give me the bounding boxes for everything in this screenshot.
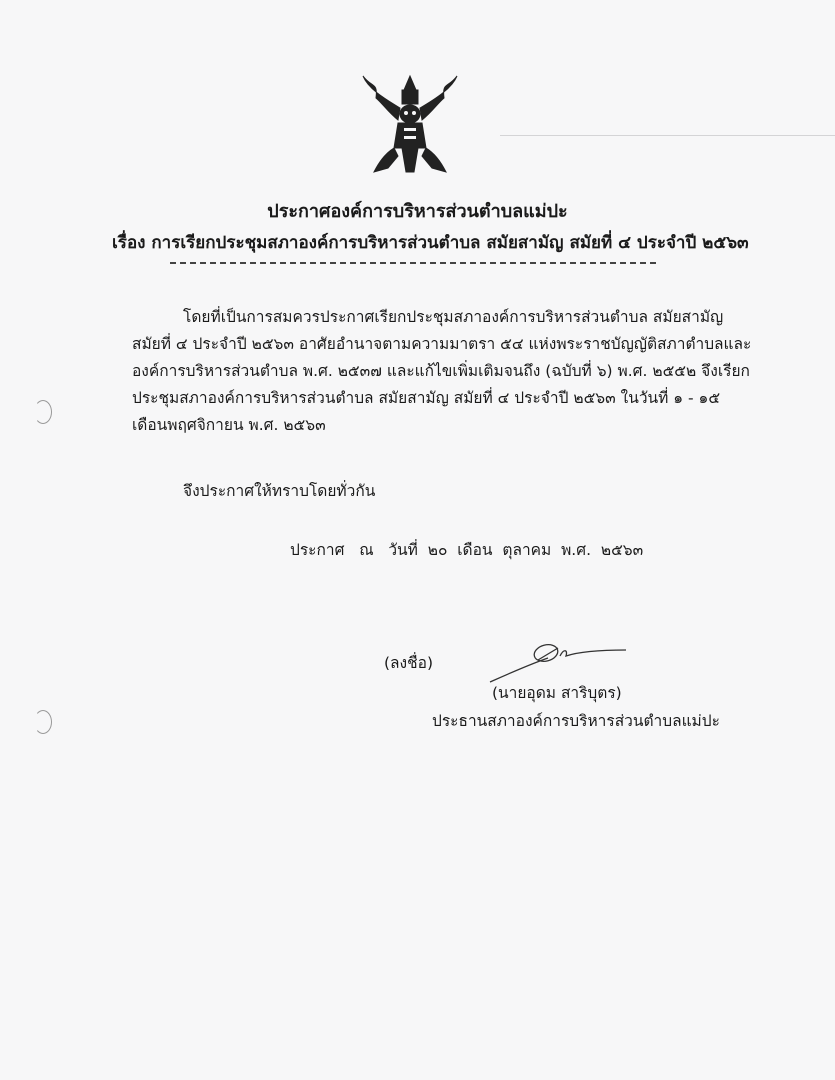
binder-hole — [34, 710, 52, 734]
document-subject: เรื่อง การเรียกประชุมสภาองค์การบริหารส่วนตำบล สมัยสามัญ สมัยที่ ๔ ประจำปี ๒๕๖๓ — [112, 233, 749, 253]
signer-position: ประธานสภาองค์การบริหารส่วนตำบลแม่ปะ — [432, 712, 720, 730]
announcement-date: ประกาศ ณ วันที่ ๒๐ เดือน ตุลาคม พ.ศ. ๒๕๖๓ — [290, 541, 644, 559]
sign-label: (ลงชื่อ) — [384, 654, 433, 672]
scan-artifact-line — [500, 135, 835, 136]
binder-hole — [34, 400, 52, 424]
divider-dashes — [170, 262, 656, 264]
garuda-emblem-icon — [358, 68, 462, 178]
signer-name: (นายอุดม สาริบุตร) — [492, 684, 622, 702]
document-title: ประกาศองค์การบริหารส่วนตำบลแม่ปะ — [267, 201, 568, 222]
body-line: เดือนพฤศจิกายน พ.ศ. ๒๕๖๓ — [132, 416, 326, 434]
body-line: โดยที่เป็นการสมควรประกาศเรียกประชุมสภาองค์การบริหารส่วนตำบล สมัยสามัญ — [183, 308, 724, 326]
body-line: องค์การบริหารส่วนตำบล พ.ศ. ๒๕๓๗ และแก้ไขเพิ่มเติมจนถึง (ฉบับที่ ๖) พ.ศ. ๒๕๕๒ จึงเรียก — [132, 362, 750, 380]
body-line: สมัยที่ ๔ ประจำปี ๒๕๖๓ อาศัยอำนาจตามความมาตรา ๕๔ แห่งพระราชบัญญัติสภาตำบลและ — [132, 335, 752, 353]
handwritten-signature — [488, 640, 628, 685]
closing-text: จึงประกาศให้ทราบโดยทั่วกัน — [183, 482, 376, 500]
body-line: ประชุมสภาองค์การบริหารส่วนตำบล สมัยสามัญ สมัยที่ ๔ ประจำปี ๒๕๖๓ ในวันที่ ๑ - ๑๕ — [132, 389, 721, 407]
